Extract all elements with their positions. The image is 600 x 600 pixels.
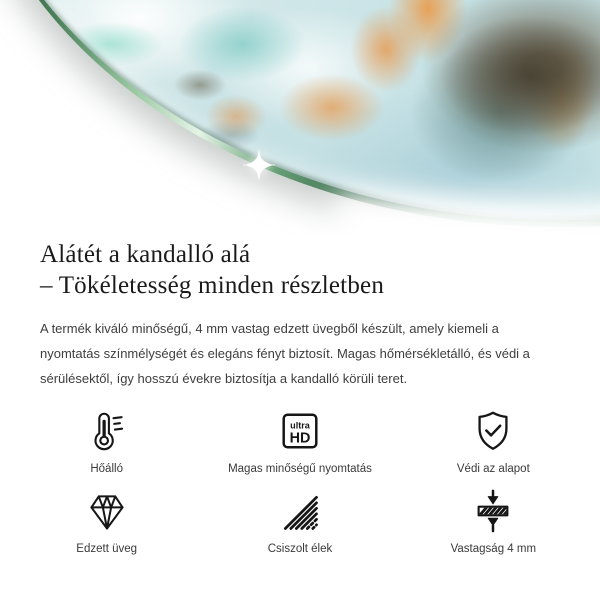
feature-tempered-glass [10,488,203,555]
page-title [40,239,560,301]
hero-product-image [0,0,600,236]
thermometer-icon [84,408,130,454]
ultra-hd-icon [277,408,323,454]
page-title-line2: – Tökéletesség minden részletben [40,272,385,299]
page-title-line1: Alátét a kandalló alá [40,241,251,268]
feature-grid [10,408,590,555]
feature-protects-base [397,408,590,475]
feature-label: Hőálló [90,463,123,475]
feature-label: Vastagság 4 mm [450,543,537,555]
feature-heat-resistant [10,408,203,475]
feature-label: Edzett üveg [76,543,138,555]
sparkle-glint-icon [241,147,277,183]
feature-label: Magas minőségű nyomtatás [228,463,372,475]
feature-polished-edges [203,488,396,555]
product-description: A termék kiváló minőségű, 4 mm vastag edzett üvegből készült, amely kiemeli a nyomtatás színmélységét és elegáns fényt biztosít. Magas hőmérsékletálló, és védi a sérülésektől, így hosszú évekre biztosítja a kandalló körüli teret. [40,321,530,386]
feature-label: Védi az alapot [456,463,530,475]
feature-thickness [397,488,590,555]
shield-check-icon [470,408,516,454]
polished-edges-icon [278,488,322,534]
feature-high-quality-print [203,408,396,475]
diamond-icon [85,488,129,534]
thickness-icon [470,488,516,534]
ultra-hd-badge-bottom: HD [289,430,311,447]
feature-label: Csiszolt élek [267,543,333,555]
ultra-hd-badge-top: ultra [290,420,310,431]
